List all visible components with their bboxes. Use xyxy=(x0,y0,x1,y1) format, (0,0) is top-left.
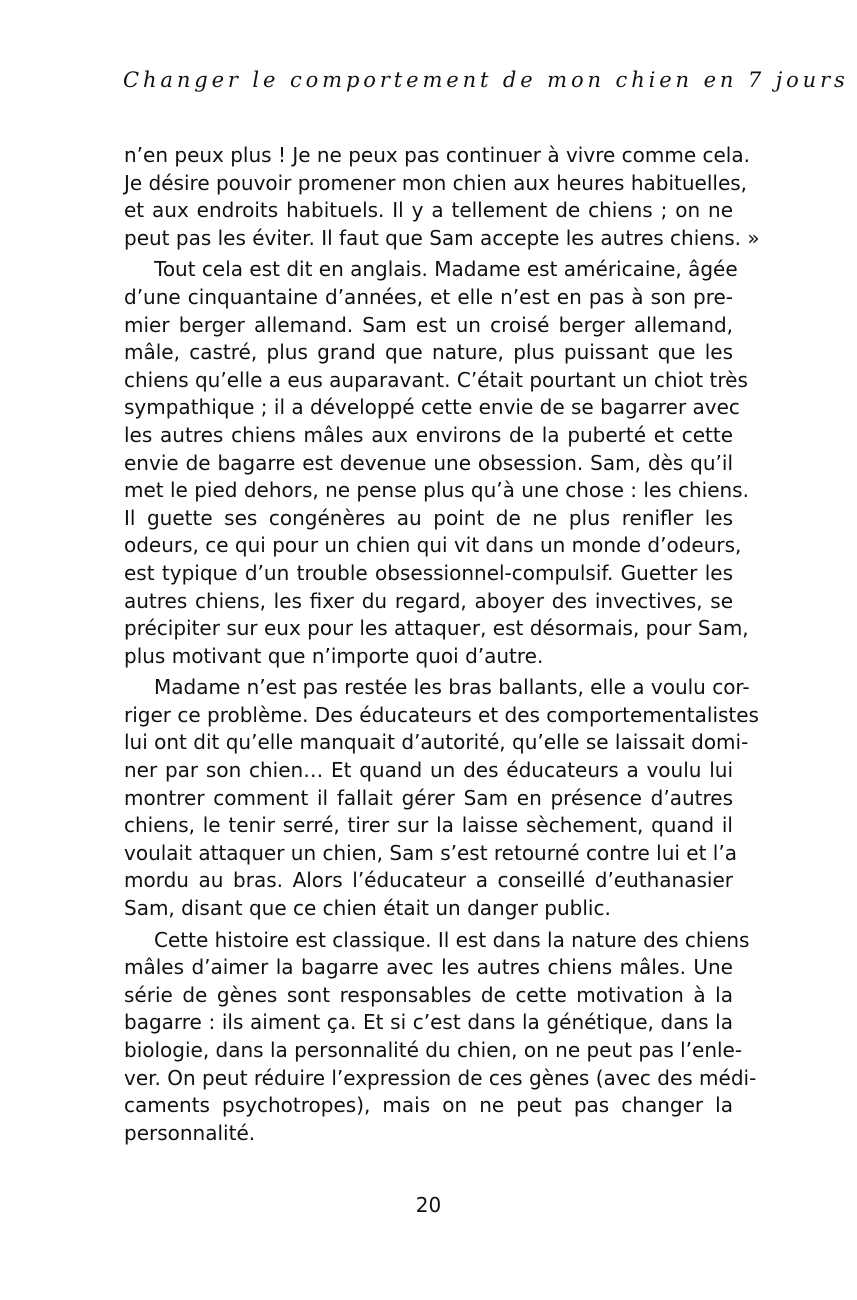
text-line: série de gènes sont responsables de cette motivation à la xyxy=(124,982,733,1007)
text-line: ner par son chien… Et quand un des éducateurs a voulu lui xyxy=(124,758,733,783)
text-line: autres chiens, les fixer du regard, aboyer des invectives, se xyxy=(124,588,733,613)
text-line: caments psychotropes), mais on ne peut pas changer la xyxy=(124,1093,733,1118)
paragraph xyxy=(124,142,760,252)
text-line: chiens, le tenir serré, tirer sur la laisse sèchement, quand il xyxy=(124,813,733,838)
text-line: Tout cela est dit en anglais. Madame est américaine, âgée xyxy=(154,257,738,282)
text-line: bagarre : ils aiment ça. Et si c’est dans la génétique, dans la xyxy=(124,1010,733,1035)
text-line: Cette histoire est classique. Il est dans la nature des chiens xyxy=(154,927,750,952)
paragraph xyxy=(124,674,759,922)
text-line: Il guette ses congénères au point de ne plus renifler les xyxy=(124,505,733,530)
text-line: les autres chiens mâles aux environs de la puberté et cette xyxy=(124,422,733,447)
text-line: sympathique ; il a développé cette envie de se bagarrer avec xyxy=(124,395,740,420)
text-line: met le pied dehors, ne pense plus qu’à une chose : les chiens. xyxy=(124,478,749,503)
paragraph xyxy=(124,256,749,670)
text-line: montrer comment il fallait gérer Sam en présence d’autres xyxy=(124,785,733,810)
text-line: d’une cinquantaine d’années, et elle n’est en pas à son pre- xyxy=(124,284,733,309)
text-line: chiens qu’elle a eus auparavant. C’était pourtant un chiot très xyxy=(124,367,748,392)
text-line: biologie, dans la personnalité du chien, on ne peut pas l’enle- xyxy=(124,1038,743,1062)
text-line: peut pas les éviter. Il faut que Sam accepte les autres chiens. » xyxy=(124,225,760,250)
paragraph xyxy=(124,927,757,1148)
text-line: plus motivant que n’importe quoi d’autre. xyxy=(124,643,544,668)
text-line: personnalité. xyxy=(124,1120,256,1145)
text-line: précipiter sur eux pour les attaquer, est désormais, pour Sam, xyxy=(124,616,749,641)
body-text xyxy=(124,142,760,1147)
text-line: et aux endroits habituels. Il y a tellement de chiens ; on ne xyxy=(124,198,733,223)
text-line: Sam, disant que ce chien était un danger public. xyxy=(124,896,611,921)
text-line: ver. On peut réduire l’expression de ces gènes (avec des médi- xyxy=(124,1065,757,1090)
text-line: mordu au bras. Alors l’éducateur a conseillé d’euthanasier xyxy=(124,868,733,893)
text-line: mier berger allemand. Sam est un croisé berger allemand, xyxy=(124,312,733,337)
text-line: est typique d’un trouble obsessionnel-compulsif. Guetter les xyxy=(124,560,733,585)
text-line: voulait attaquer un chien, Sam s’est retourné contre lui et l’a xyxy=(124,840,737,865)
page-number: 20 xyxy=(415,1193,442,1217)
text-line: n’en peux plus ! Je ne peux pas continuer à vivre comme cela. xyxy=(124,143,750,167)
text-line: mâle, castré, plus grand que nature, plus puissant que les xyxy=(124,340,733,365)
text-line: Madame n’est pas restée les bras ballants, elle a voulu cor- xyxy=(154,675,750,700)
text-line: envie de bagarre est devenue une obsession. Sam, dès qu’il xyxy=(124,450,733,475)
text-line: Je désire pouvoir promener mon chien aux heures habituelles, xyxy=(124,170,748,195)
text-line: mâles d’aimer la bagarre avec les autres chiens mâles. Une xyxy=(124,955,733,980)
text-line: riger ce problème. Des éducateurs et des comportementalistes xyxy=(124,702,759,727)
text-line: lui ont dit qu’elle manquait d’autorité, qu’elle se laissait domi- xyxy=(124,730,749,755)
text-line: odeurs, ce qui pour un chien qui vit dans un monde d’odeurs, xyxy=(124,533,742,558)
running-header: Changer le comportement de mon chien en 7 jours xyxy=(123,68,849,92)
